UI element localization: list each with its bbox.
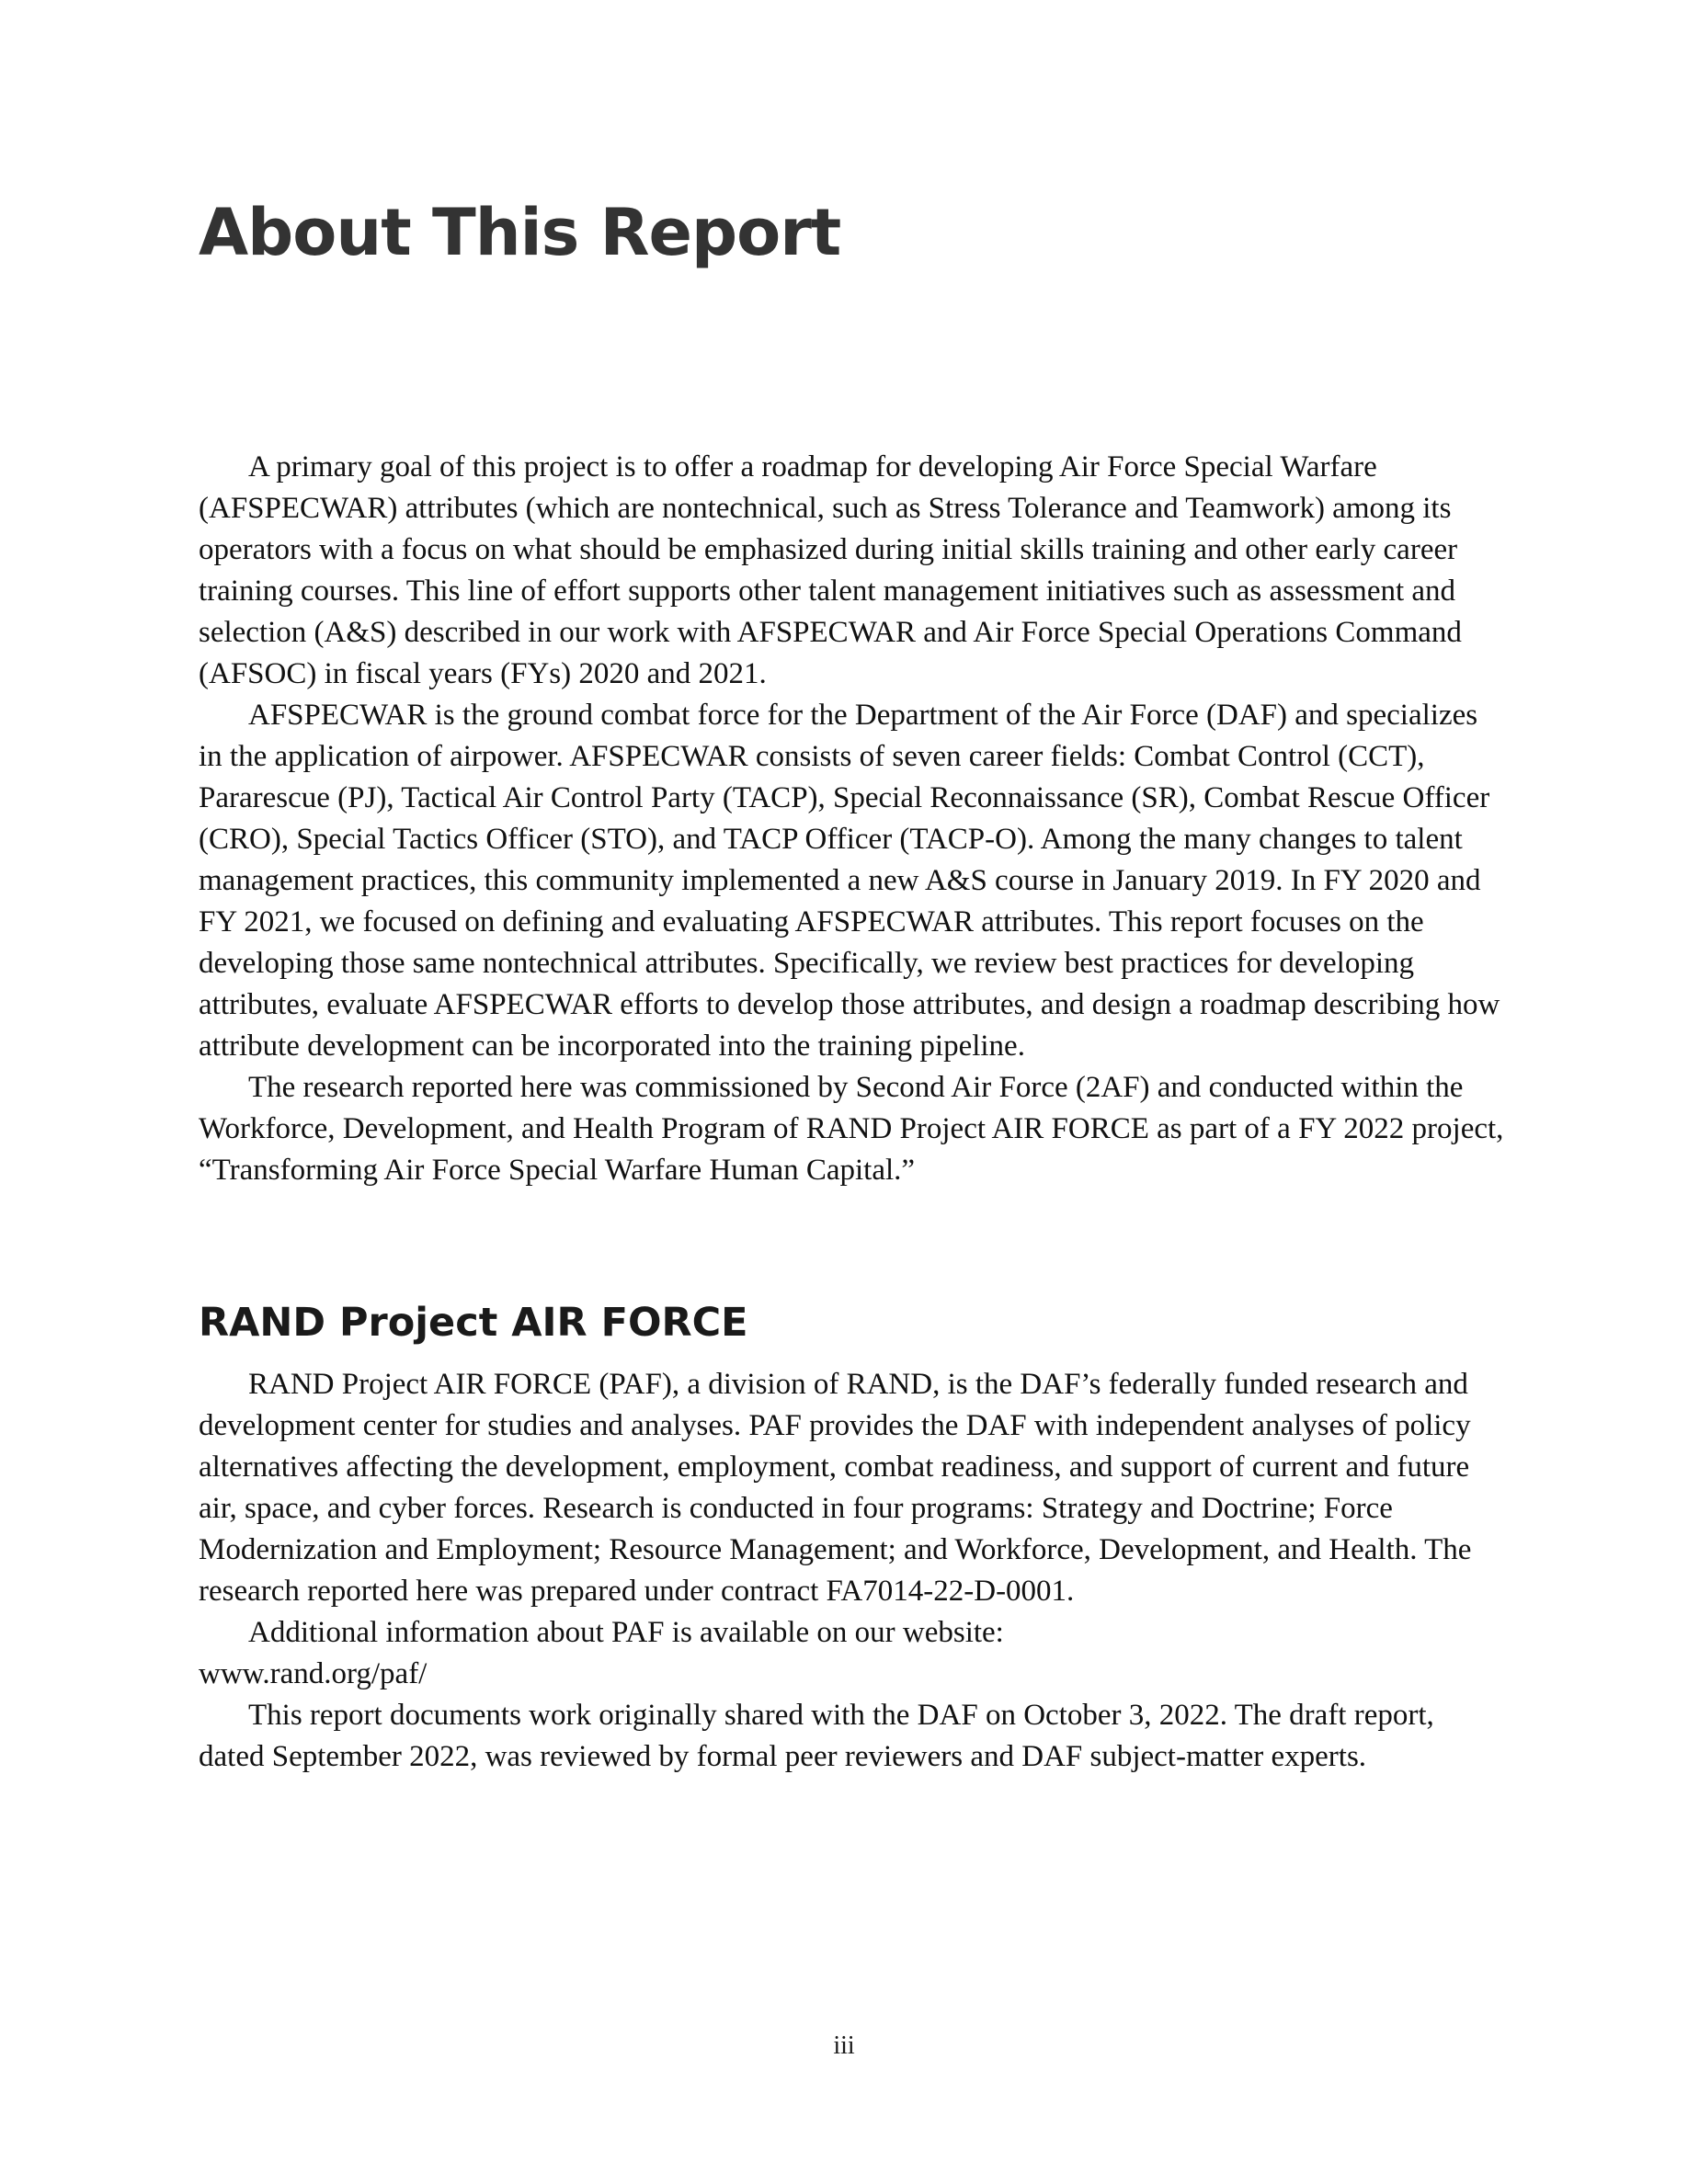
page-title: About This Report xyxy=(199,195,841,270)
intro-section xyxy=(199,447,1504,1191)
intro-paragraph-3: The research reported here was commissioned by Second Air Force (2AF) and conducted within the Workforce, Development, and Health Program of RAND Project AIR FORCE as part of a FY 2022 project, “Transforming Air Force Special Warfare Human Capital.” xyxy=(199,1071,1504,1187)
section-heading-paf: RAND Project AIR FORCE xyxy=(199,1300,748,1346)
intro-paragraph-1: A primary goal of this project is to offer a roadmap for developing Air Force Special Warfare (AFSPECWAR) attributes (which are nontechnical, such as Stress Tolerance and Teamwork) among its operators with a focus on what should be emphasized during initial skills training and other early career training courses. This line of effort supports other talent management initiatives such as assessment and selection (A&S) described in our work with AFSPECWAR and Air Force Special Operations Command (AFSOC) in fiscal years (FYs) 2020 and 2021. xyxy=(199,450,1462,690)
page-number: iii xyxy=(833,2031,855,2060)
paf-paragraph-2: Additional information about PAF is available on our website: xyxy=(248,1616,1004,1649)
paf-section xyxy=(199,1364,1504,1778)
paf-paragraph-1: RAND Project AIR FORCE (PAF), a division of RAND, is the DAF’s federally funded research and development center for studies and analyses. PAF provides the DAF with independent analyses of policy alternatives affecting the development, employment, combat readiness, and support of current and future air, space, and cyber forces. Research is conducted in four programs: Strategy and Doctrine; Force Modernization and Employment; Resource Management; and Workforce, Development, and Health. The research reported here was prepared under contract FA7014-22-D-0001. xyxy=(199,1368,1472,1608)
paf-paragraph-3: This report documents work originally shared with the DAF on October 3, 2022. The draft report, dated September 2022, was reviewed by formal peer reviewers and DAF subject-matter experts. xyxy=(199,1699,1434,1773)
intro-paragraph-2: AFSPECWAR is the ground combat force for the Department of the Air Force (DAF) and specializes in the application of airpower. AFSPECWAR consists of seven career fields: Combat Control (CCT), Pararescue (PJ), Tactical Air Control Party (TACP), Special Reconnaissance (SR), Combat Rescue Officer (CRO), Special Tactics Officer (STO), and TACP Officer (TACP-O). Among the many changes to talent management practices, this community implemented a new A&S course in January 2019. In FY 2020 and FY 2021, we focused on defining and evaluating AFSPECWAR attributes. This report focuses on the developing those same nontechnical attributes. Specifically, we review best practices for developing attributes, evaluate AFSPECWAR efforts to develop those attributes, and design a roadmap describing how attribute development can be incorporated into the training pipeline. xyxy=(199,699,1500,1063)
website-link[interactable]: www.rand.org/paf/ xyxy=(199,1657,428,1690)
